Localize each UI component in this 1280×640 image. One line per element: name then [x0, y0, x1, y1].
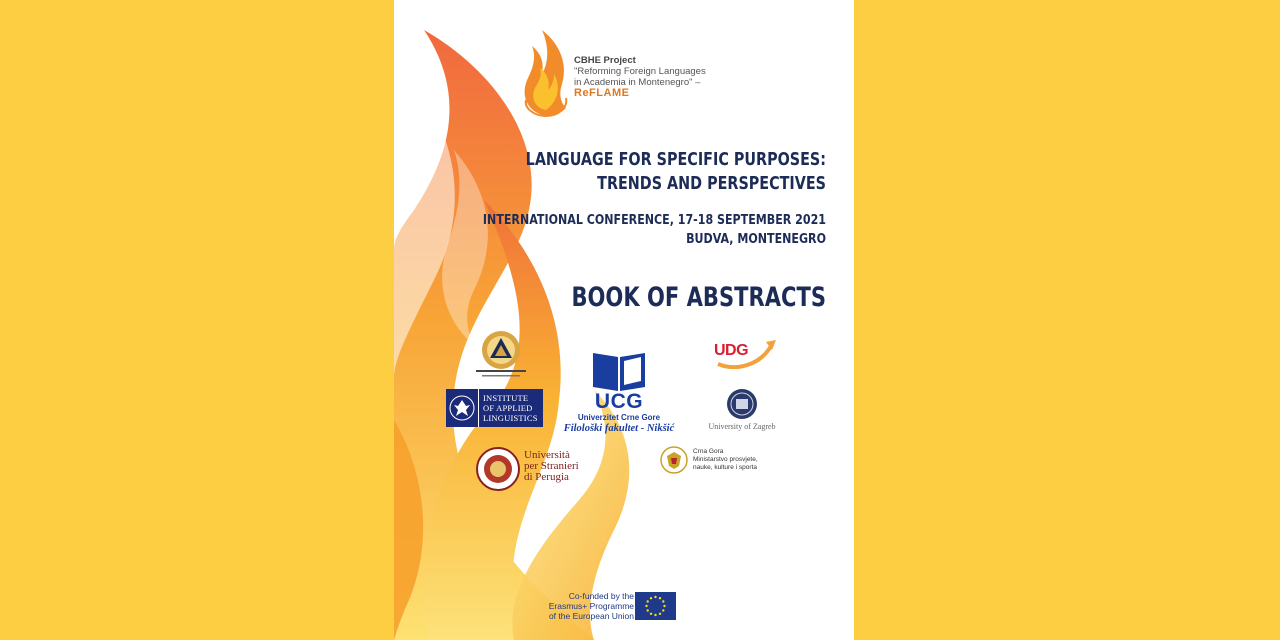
eu-cofunded-block	[544, 590, 684, 624]
eu-line-3: of the European Union	[548, 611, 634, 621]
mediterranean-university-logo	[472, 330, 530, 380]
eu-line-1: Co-funded by the	[568, 591, 634, 601]
mediterranean-logo-icon	[472, 330, 530, 380]
perugia-line-1: Università	[524, 449, 570, 461]
perugia-university-logo	[476, 447, 579, 492]
book-title	[498, 148, 826, 196]
reflame-flame-logo	[518, 28, 574, 118]
perugia-text	[524, 450, 584, 483]
institute-applied-linguistics-logo	[446, 389, 543, 427]
eu-line-2: Erasmus+ Programme	[548, 601, 634, 611]
montenegro-coat-of-arms-icon	[660, 446, 688, 474]
book-of-abstracts-heading: BOOK OF ABSTRACTS	[571, 282, 826, 313]
udg-logo	[712, 338, 778, 370]
warsaw-university-crest-icon	[446, 389, 479, 427]
cg-line-2: Ministarstvo prosvjete,	[693, 456, 758, 463]
conference-info	[449, 211, 826, 249]
ucg-logo	[554, 349, 684, 439]
cg-line-1: Crna Gora	[693, 448, 724, 455]
zagreb-text: University of Zagreb	[708, 422, 776, 431]
ucg-name: Univerzitet Crne Gore	[577, 413, 661, 422]
project-line-3: in Academia in Montenegro" –	[574, 77, 701, 88]
project-line-1: CBHE Project	[574, 55, 636, 66]
iol-line-1: INSTITUTE	[483, 393, 529, 403]
book-cover	[394, 0, 854, 640]
conference-line-2: BUDVA, MONTENEGRO	[686, 231, 826, 247]
zagreb-university-logo	[702, 388, 782, 436]
project-block	[574, 55, 774, 99]
montenegro-ministry-logo	[660, 446, 770, 476]
ucg-faculty: Filološki fakultet - Nikšić	[563, 423, 675, 434]
iol-text	[479, 393, 538, 423]
title-line-2: TRENDS AND PERSPECTIVES	[597, 174, 826, 194]
ucg-short: UCG	[594, 390, 644, 413]
perugia-seal-icon	[476, 447, 520, 491]
title-line-1: LANGUAGE FOR SPECIFIC PURPOSES:	[525, 150, 826, 170]
zagreb-seal-icon	[726, 388, 758, 420]
project-acronym: ReFLAME	[574, 87, 630, 99]
perugia-line-3: di Perugia	[524, 471, 569, 483]
project-line-2: "Reforming Foreign Languages	[574, 66, 706, 77]
conference-line-1: INTERNATIONAL CONFERENCE, 17-18 SEPTEMBER 2021	[482, 212, 826, 228]
ucg-book-logo	[591, 349, 647, 391]
cg-line-3: nauke, kulture i sporta	[693, 464, 757, 471]
iol-line-2: OF APPLIED	[483, 403, 533, 413]
eu-flag-icon	[635, 592, 676, 620]
udg-text: UDG	[714, 342, 749, 359]
iol-line-3: LINGUISTICS	[483, 413, 538, 423]
eu-text	[524, 591, 634, 621]
cg-text	[693, 448, 773, 472]
reflame-logo	[518, 28, 574, 118]
perugia-line-2: per Stranieri	[524, 460, 579, 472]
